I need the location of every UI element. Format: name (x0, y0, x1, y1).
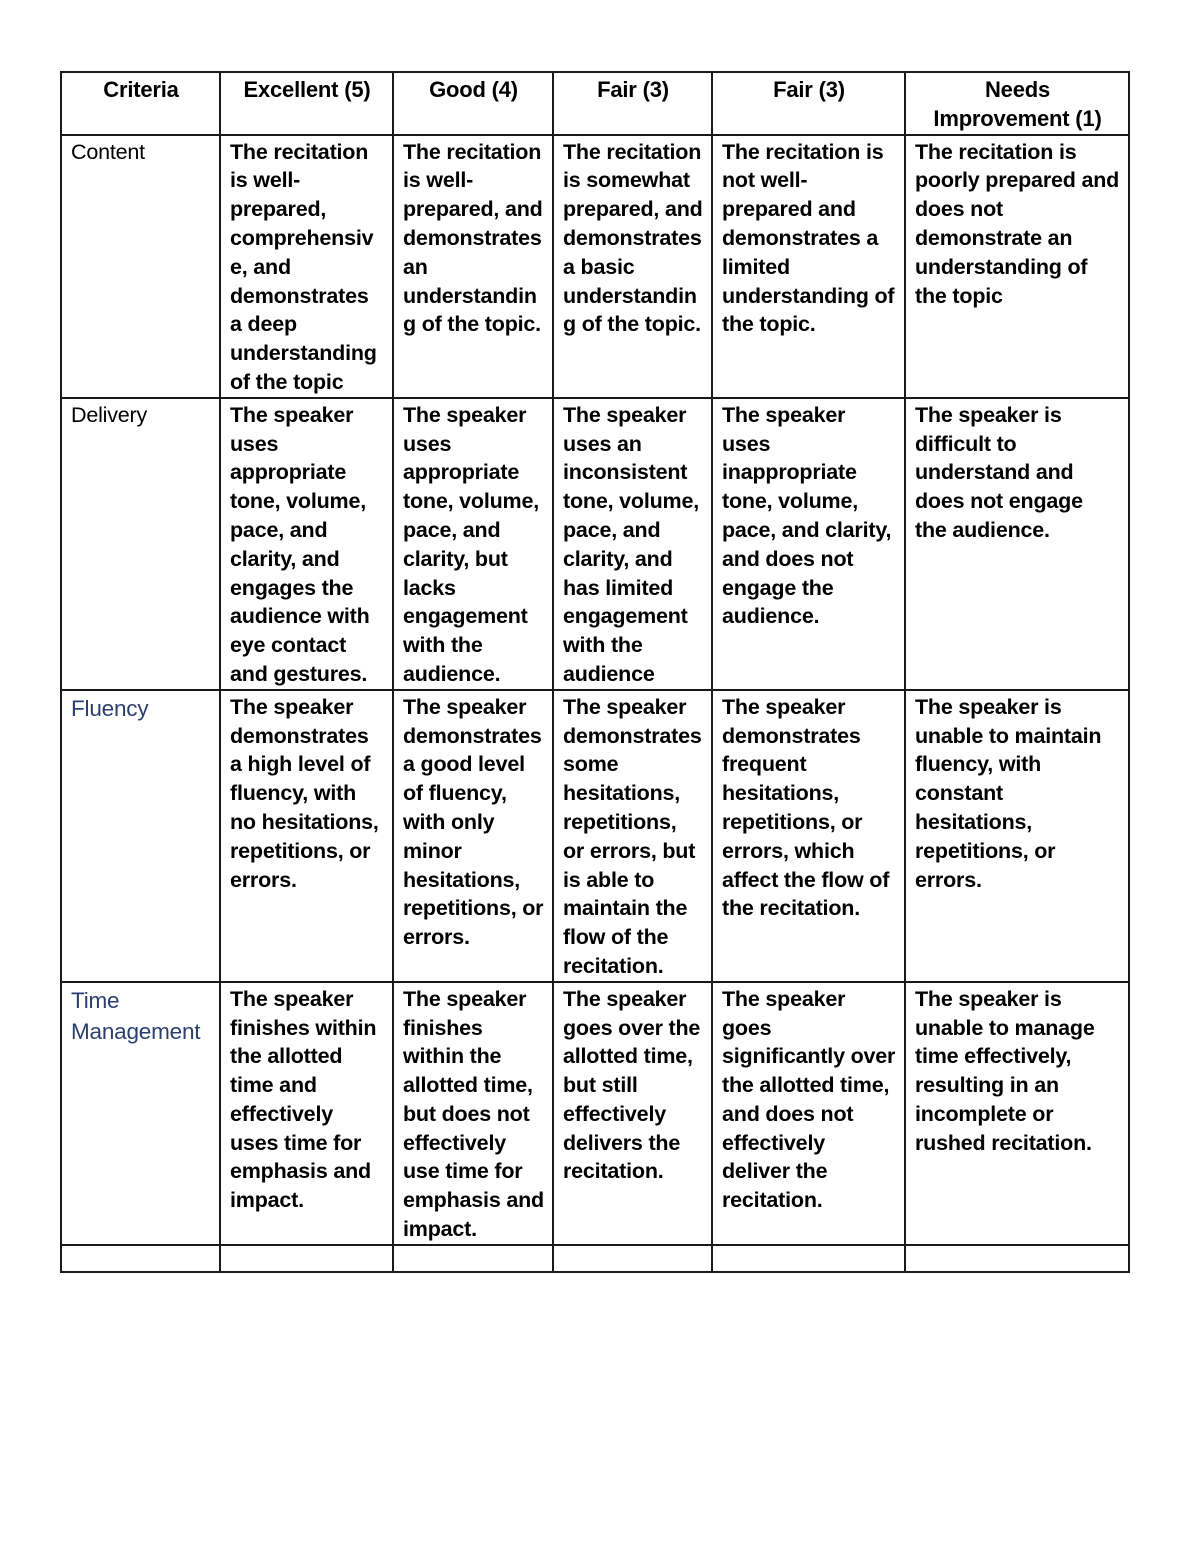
row-time-management (61, 982, 1129, 1245)
empty-cell (905, 1245, 1129, 1272)
delivery-excellent: The speaker uses appropriate tone, volume, pace, and clarity, and engages the audience with eye contact and gestures. (220, 398, 393, 690)
content-needs-improvement: The recitation is poorly prepared and does not demonstrate an understanding of the topic (905, 135, 1129, 398)
header-excellent: Excellent (5) (220, 72, 393, 135)
criterion-content: Content (61, 135, 220, 398)
delivery-good: The speaker uses appropriate tone, volume, pace, and clarity, but lacks engagement with the audience. (393, 398, 553, 690)
content-good: The recitation is well-prepared, and demonstrates an understanding of the topic. (393, 135, 553, 398)
rubric-table (60, 71, 1130, 1273)
fluency-excellent: The speaker demonstrates a high level of fluency, with no hesitations, repetitions, or errors. (220, 690, 393, 982)
fluency-good: The speaker demonstrates a good level of fluency, with only minor hesitations, repetitions, or errors. (393, 690, 553, 982)
delivery-fair-a: The speaker uses an inconsistent tone, volume, pace, and clarity, and has limited engagement with the audience (553, 398, 712, 690)
empty-cell (220, 1245, 393, 1272)
row-content (61, 135, 1129, 398)
header-good: Good (4) (393, 72, 553, 135)
time-good: The speaker finishes within the allotted time, but does not effectively use time for emphasis and impact. (393, 982, 553, 1245)
empty-cell (393, 1245, 553, 1272)
header-row (61, 72, 1129, 135)
row-fluency (61, 690, 1129, 982)
empty-cell (61, 1245, 220, 1272)
delivery-needs-improvement: The speaker is difficult to understand and does not engage the audience. (905, 398, 1129, 690)
time-needs-improvement: The speaker is unable to manage time effectively, resulting in an incomplete or rushed recitation. (905, 982, 1129, 1245)
delivery-fair-b: The speaker uses inappropriate tone, volume, pace, and clarity, and does not engage the audience. (712, 398, 905, 690)
content-fair-a: The recitation is somewhat prepared, and demonstrates a basic understanding of the topic. (553, 135, 712, 398)
content-fair-b: The recitation is not well-prepared and demonstrates a limited understanding of the topic. (712, 135, 905, 398)
time-fair-b: The speaker goes significantly over the allotted time, and does not effectively deliver the recitation. (712, 982, 905, 1245)
criterion-delivery: Delivery (61, 398, 220, 690)
empty-row (61, 1245, 1129, 1272)
fluency-fair-b: The speaker demonstrates frequent hesitations, repetitions, or errors, which affect the flow of the recitation. (712, 690, 905, 982)
row-delivery (61, 398, 1129, 690)
time-excellent: The speaker finishes within the allotted time and effectively uses time for emphasis and impact. (220, 982, 393, 1245)
header-needs-improvement: Needs Improvement (1) (905, 72, 1129, 135)
empty-cell (712, 1245, 905, 1272)
fluency-needs-improvement: The speaker is unable to maintain fluency, with constant hesitations, repetitions, or errors. (905, 690, 1129, 982)
time-fair-a: The speaker goes over the allotted time, but still effectively delivers the recitation. (553, 982, 712, 1245)
header-fair-b: Fair (3) (712, 72, 905, 135)
criterion-time-management: Time Management (61, 982, 220, 1245)
criterion-fluency: Fluency (61, 690, 220, 982)
content-excellent: The recitation is well-prepared, comprehensive, and demonstrates a deep understanding of the topic (220, 135, 393, 398)
header-fair-a: Fair (3) (553, 72, 712, 135)
fluency-fair-a: The speaker demonstrates some hesitations, repetitions, or errors, but is able to maintain the flow of the recitation. (553, 690, 712, 982)
header-criteria: Criteria (61, 72, 220, 135)
empty-cell (553, 1245, 712, 1272)
